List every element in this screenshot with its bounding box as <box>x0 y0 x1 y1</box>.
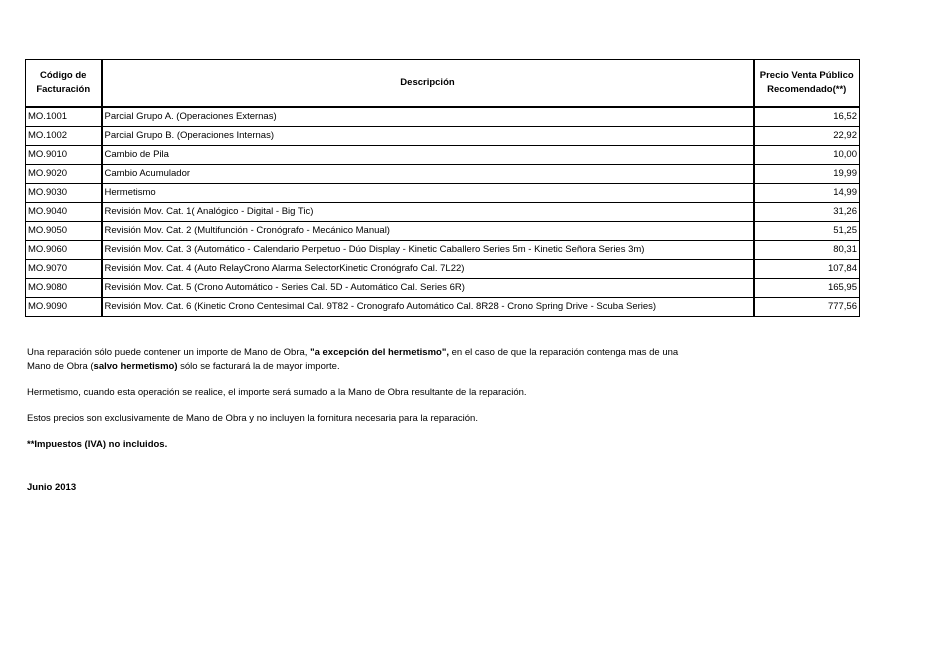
row-code: MO.9090 <box>26 298 102 317</box>
row-code: MO.9020 <box>26 165 102 184</box>
row-code: MO.9070 <box>26 260 102 279</box>
row-code: MO.9060 <box>26 241 102 260</box>
row-price: 14,99 <box>754 184 860 203</box>
row-description: Revisión Mov. Cat. 1( Analógico - Digital - Big Tic) <box>102 203 754 222</box>
table-row <box>26 184 860 203</box>
row-price: 777,56 <box>754 298 860 317</box>
row-code: MO.9040 <box>26 203 102 222</box>
row-description: Hermetismo <box>102 184 754 203</box>
row-description: Revisión Mov. Cat. 2 (Multifunción - Cronógrafo - Mecánico Manual) <box>102 222 754 241</box>
row-price: 80,31 <box>754 241 860 260</box>
row-price: 107,84 <box>754 260 860 279</box>
row-price: 10,00 <box>754 146 860 165</box>
row-description: Revisión Mov. Cat. 5 (Crono Automático - Series Cal. 5D - Automático Cal. Series 6R) <box>102 279 754 298</box>
notes <box>27 346 747 464</box>
row-description: Revisión Mov. Cat. 4 (Auto RelayCrono Alarma SelectorKinetic Cronógrafo Cal. 7L22) <box>102 260 754 279</box>
note-single-labor: Una reparación sólo puede contener un importe de Mano de Obra, "a excepción del hermetismo", en el caso de que la reparación contenga mas de una Mano de Obra (salvo hermetismo) sólo se facturará la de mayor importe. <box>27 347 679 372</box>
row-description: Revisión Mov. Cat. 6 (Kinetic Crono Centesimal Cal. 9T82 - Cronografo Automático Cal. 8R28 - Crono Spring Drive - Scuba Series) <box>102 298 754 317</box>
header-price: Precio Venta Público Recomendado(**) <box>754 60 860 108</box>
row-code: MO.9080 <box>26 279 102 298</box>
row-price: 16,52 <box>754 107 860 127</box>
header-description: Descripción <box>102 60 754 108</box>
table-row <box>26 146 860 165</box>
table-row <box>26 260 860 279</box>
document-date: Junio 2013 <box>27 482 77 493</box>
table-row <box>26 107 860 127</box>
table-row <box>26 203 860 222</box>
row-description: Parcial Grupo B. (Operaciones Internas) <box>102 127 754 146</box>
table-row <box>26 222 860 241</box>
row-description: Parcial Grupo A. (Operaciones Externas) <box>102 107 754 127</box>
table-row <box>26 241 860 260</box>
table-header-row <box>26 60 860 108</box>
row-price: 51,25 <box>754 222 860 241</box>
row-description: Cambio Acumulador <box>102 165 754 184</box>
row-code: MO.9010 <box>26 146 102 165</box>
row-code: MO.9050 <box>26 222 102 241</box>
row-code: MO.9030 <box>26 184 102 203</box>
row-price: 22,92 <box>754 127 860 146</box>
row-price: 165,95 <box>754 279 860 298</box>
note-taxes: **Impuestos (IVA) no incluidos. <box>27 439 168 450</box>
table-row <box>26 298 860 317</box>
header-code: Código de Facturación <box>26 60 102 108</box>
row-description: Revisión Mov. Cat. 3 (Automático - Calendario Perpetuo - Dúo Display - Kinetic Caballero Series 5m - Kinetic Señora Series 3m) <box>102 241 754 260</box>
note-hermetismo: Hermetismo, cuando esta operación se realice, el importe será sumado a la Mano de Obra resultante de la reparación. <box>27 387 527 398</box>
row-description: Cambio de Pila <box>102 146 754 165</box>
table-row <box>26 127 860 146</box>
row-code: MO.1002 <box>26 127 102 146</box>
row-price: 31,26 <box>754 203 860 222</box>
table-row <box>26 279 860 298</box>
table-row <box>26 165 860 184</box>
note-labor-only: Estos precios son exclusivamente de Mano de Obra y no incluyen la fornitura necesaria para la reparación. <box>27 413 478 424</box>
price-table <box>25 59 860 317</box>
row-price: 19,99 <box>754 165 860 184</box>
row-code: MO.1001 <box>26 107 102 127</box>
